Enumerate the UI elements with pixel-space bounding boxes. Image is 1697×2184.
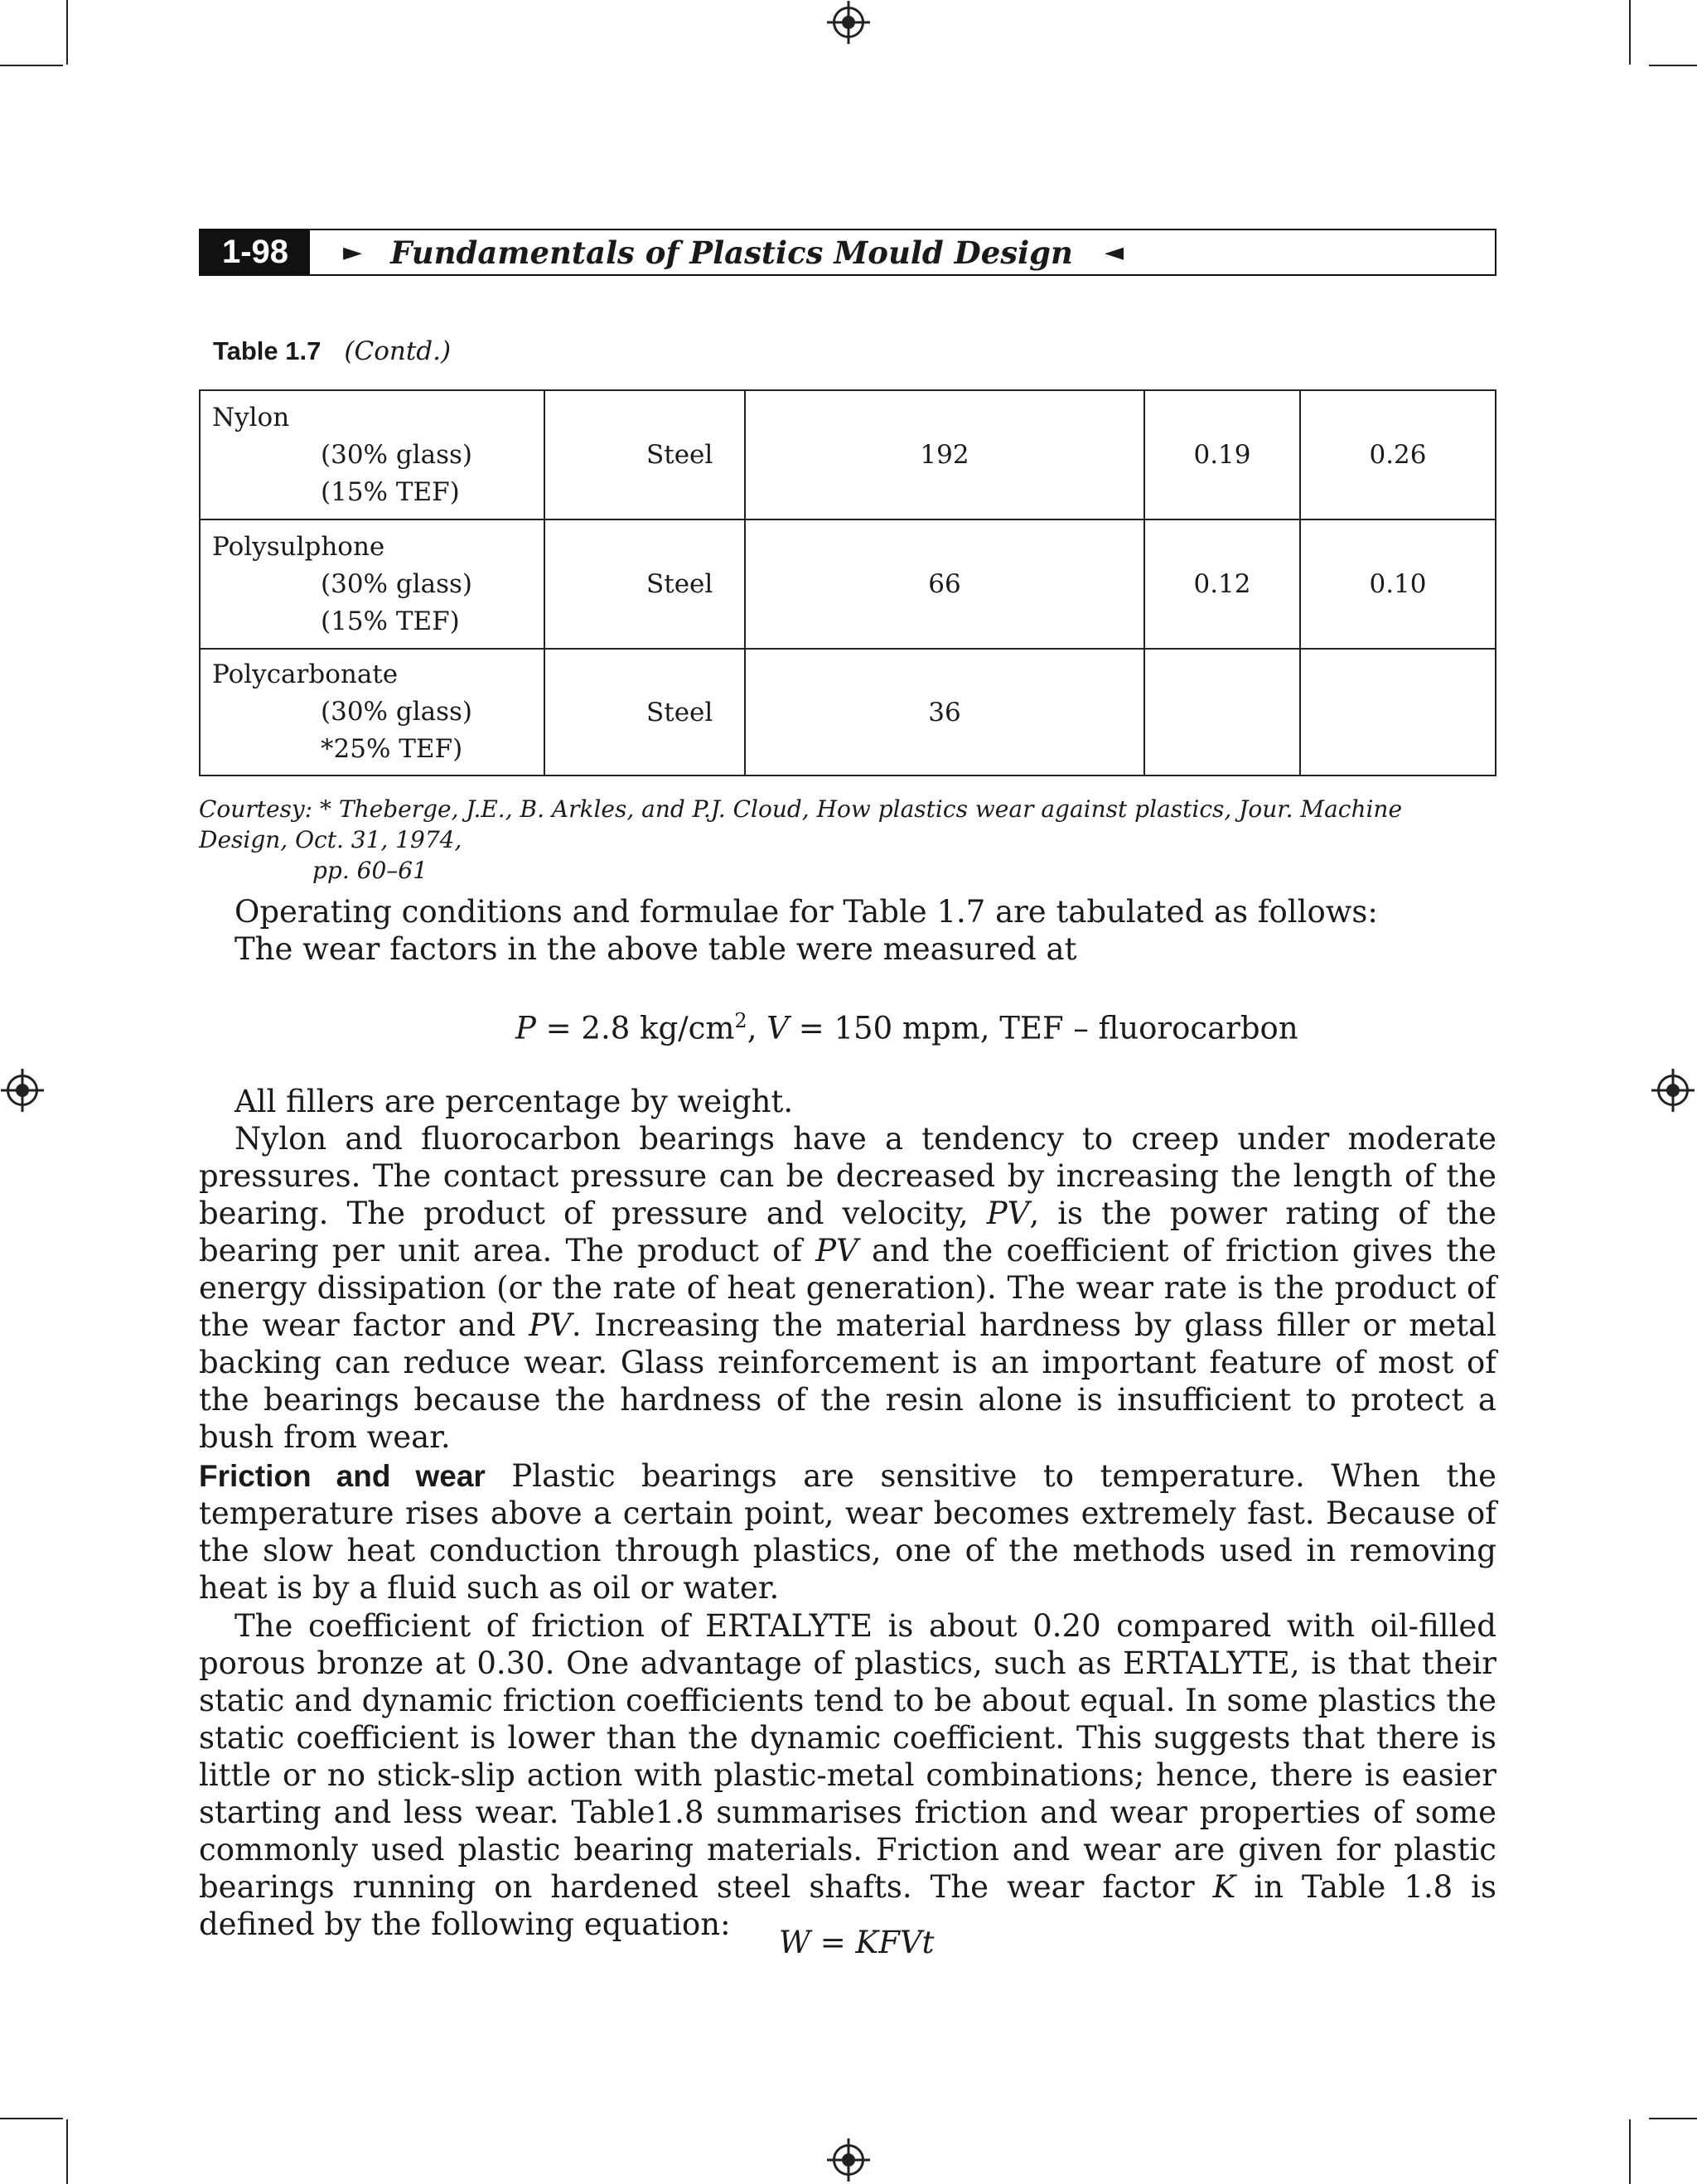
value-cell	[1300, 649, 1496, 776]
table-courtesy-note: Courtesy: * Theberge, J.E., B. Arkles, and P.J. Cloud, How plastics wear against plastics, Jour. Machine Design, Oct. 31, 1974, pp. 60–61	[199, 795, 1403, 884]
wear-table	[199, 389, 1496, 776]
crop-mark	[1629, 2119, 1631, 2184]
value-cell: 36	[745, 649, 1144, 776]
running-header	[199, 229, 1496, 276]
against-cell: Steel	[544, 519, 745, 649]
equation-conditions: P = 2.8 $kg/cm^2$, V = 150 mpm, TEF – fluorocarbon	[515, 1009, 1298, 1046]
value-cell: 66	[745, 519, 1144, 649]
table-label: Table 1.7	[213, 336, 322, 365]
material-cell: Polycarbonate (30% glass) *25% TEF)	[200, 649, 544, 776]
paragraph: Operating conditions and formulae for Table 1.7 are tabulated as follows:	[234, 894, 1378, 930]
page-number: 1-98	[201, 230, 310, 274]
crop-mark	[66, 0, 68, 65]
value-cell: 0.19	[1144, 390, 1300, 519]
registration-mark-icon	[7, 1075, 38, 1106]
paragraph: All fillers are percentage by weight.	[234, 1084, 794, 1119]
section-lead: Friction and wear	[199, 1459, 486, 1493]
table-row	[200, 649, 1496, 776]
value-cell: 0.12	[1144, 519, 1300, 649]
crop-mark	[66, 2119, 68, 2184]
equation-wear: W = KFVt	[779, 1925, 935, 1960]
value-cell: 0.26	[1300, 390, 1496, 519]
against-cell: Steel	[544, 390, 745, 519]
material-cell: Polysulphone (30% glass) (15% TEF)	[200, 519, 544, 649]
registration-mark-icon	[833, 7, 864, 38]
registration-mark-icon	[1657, 1075, 1689, 1106]
crop-mark	[1629, 0, 1631, 65]
value-cell: 192	[745, 390, 1144, 519]
paragraph: The wear factors in the above table were measured at	[234, 931, 1077, 967]
registration-mark-icon	[833, 2144, 864, 2176]
against-cell: Steel	[544, 649, 745, 776]
table-row	[200, 519, 1496, 649]
crop-mark	[1649, 2118, 1697, 2119]
arrow-right-icon: ►	[343, 237, 363, 267]
paragraph: Friction and wear Plastic bearings are sensitive to temperature. When the temperature rises above a certain point, wear becomes extremely fast. Because of the slow heat conduction through plastics, one of the methods used in removing heat is by a fluid such as oil or water.	[199, 1458, 1496, 1606]
book-title: Fundamentals of Plastics Mould Design	[390, 234, 1073, 271]
arrow-left-icon: ◄	[1104, 237, 1124, 267]
table-contd: (Contd.)	[344, 336, 452, 366]
paragraph: The coefficient of friction of ERTALYTE is about 0.20 compared with oil-filled porous bronze at 0.30. One advantage of plastics, such as ERTALYTE, is that their static and dynamic friction coefficients tend to be about equal. In some plastics the static coefficient is lower than the dynamic coefficient. This suggests that there is little or no stick-slip action with plastic-metal combinations; hence, there is easier starting and less wear. Table1.8 summarises friction and wear properties of some commonly used plastic bearing materials. Friction and wear are given for plastic bearings running on hardened steel shafts. The wear factor K in Table 1.8 is defined by the following equation:	[199, 1608, 1496, 1942]
crop-mark	[0, 65, 63, 66]
value-cell	[1144, 649, 1300, 776]
table-row	[200, 390, 1496, 519]
value-cell: 0.10	[1300, 519, 1496, 649]
paragraph: Nylon and fluorocarbon bearings have a tendency to creep under moderate pressures. The contact pressure can be decreased by increasing the length of the bearing. The product of pressure and velocity, PV, is the power rating of the bearing per unit area. The product of PV and the coefficient of friction gives the energy dissipation (or the rate of heat generation). The wear rate is the product of the wear factor and PV. Increasing the material hardness by glass filler or metal backing can reduce wear. Glass reinforcement is an important feature of most of the bearings because the hardness of the resin alone is insufficient to protect a bush from wear.	[199, 1121, 1496, 1455]
crop-mark	[0, 2118, 63, 2119]
table-caption	[213, 336, 451, 366]
crop-mark	[1649, 65, 1697, 66]
material-cell: Nylon (30% glass) (15% TEF)	[200, 390, 544, 519]
